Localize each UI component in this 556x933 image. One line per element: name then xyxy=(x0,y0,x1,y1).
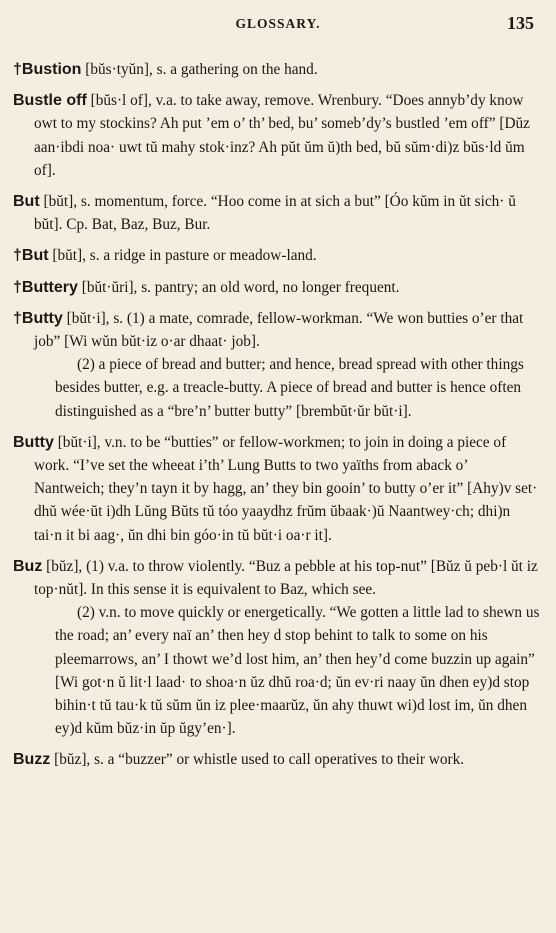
headword: Buzz xyxy=(13,751,51,769)
headword: Butty xyxy=(13,433,54,451)
glossary-entry xyxy=(13,244,541,267)
running-head: GLOSSARY. xyxy=(235,16,321,31)
definition-sense: (2) a piece of bread and butter; and hence, bread spread with other things besides butter, e.g. a treacle-butty. A piece of bread and butter is hence often distinguished as a “bre’n’ butter butty” [brembŭt·ŭr bŭt·i]. xyxy=(55,356,524,420)
glossary-entries xyxy=(13,58,541,780)
page-header xyxy=(0,10,556,36)
page-number: 135 xyxy=(507,13,534,33)
definition-sense: (2) v.n. to move quickly or energetically. “We gotten a little lad to shewn us the road; an’ every naï an’ then hey d stop behint to talk to some on his pleemarrows, an’ I thowt we’d lost him, an’ then hey’d come buzzin up again” [Wi got·n ŭ lit·l laad· to shoa·n ŭz dhŭ roa·d; ŭn ev·ri naay ŭn dhen ey)d stop bihin·t tŭ tau·k tŭ sŭm ŭn iz plee·maarŭz, ŭn ahy thuwt wi)d lost im, ŭn dhen ey)d kŭm bŭz·in ŭp ŭgy’en·]. xyxy=(55,604,540,738)
glossary-entry xyxy=(13,431,541,547)
definition: [bŭt], s. a ridge in pasture or meadow-land. xyxy=(48,247,317,265)
definition: [bŭz], s. a “buzzer” or whistle used to call operatives to their work. xyxy=(50,751,465,769)
headword: †But xyxy=(13,247,49,265)
definition: [bŭs·tyŭn], s. a gathering on the hand. xyxy=(81,61,318,78)
headword: †Bustion xyxy=(13,61,82,78)
headword: †Buttery xyxy=(13,278,78,296)
headword: Bustle off xyxy=(13,92,87,110)
headword: Buz xyxy=(13,557,43,575)
glossary-entry xyxy=(13,58,541,81)
headword: †Butty xyxy=(13,309,63,327)
definition: [bŭz], (1) v.a. to throw violently. “Buz a pebble at his top-nut” [Bŭz ŭ peb·l ŭt iz top·nŭt]. In this sense it is equivalent to Baz, which see. xyxy=(34,557,538,599)
glossary-entry xyxy=(13,748,541,771)
headword: But xyxy=(13,193,40,211)
glossary-entry xyxy=(13,276,541,299)
definition: [bŭt·i], v.n. to be “butties” or fellow-workmen; to join in doing a piece of work. “I’ve set the wheeat i’th’ Lung Butts to two yaïths from aback o’ Nantweich; they’n tayn it by hagg, an’ they bin gooin’ to butty o’er it” [Ahy)v set· dhŭ wée·ŭt i)dh Lŭng Bŭts tŭ tóo yaaydhz frŭm ŭbaak·)ŭ Naantwey·ch; dhi)n tai·n it bi aag·, ŭn dhi bin góo·in tŭ bŭt·i oa·r it]. xyxy=(34,433,538,544)
definition: [bŭs·l of], v.a. to take away, remove. Wrenbury. “Does annyb’dy know owt to my stockins? Ah put ’em o’ th’ bed, bu’ someb’dy’s bustled ’em off” [Dŭz aan·ibdi noa· uwt tŭ mahy stok·inz? Ah pŭt ŭm ŭ)th bed, bŭ sŭm·di)z bŭs·ld ŭm of]. xyxy=(34,92,530,179)
glossary-entry xyxy=(13,555,541,741)
definition: [bŭt], s. momentum, force. “Hoo come in at sich a but” [Óo kŭm in ŭt sich· ŭ bŭt]. Cp. Bat, Baz, Buz, Bur. xyxy=(34,193,516,234)
definition: [bŭt·ŭri], s. pantry; an old word, no longer frequent. xyxy=(77,278,400,296)
definition: [bŭt·i], s. (1) a mate, comrade, fellow-workman. “We won butties o’er that job” [Wi wŭn bŭt·iz o·ar dhaat· job]. xyxy=(34,309,524,351)
glossary-entry xyxy=(13,307,541,423)
glossary-entry xyxy=(13,190,541,236)
glossary-entry xyxy=(13,89,541,182)
